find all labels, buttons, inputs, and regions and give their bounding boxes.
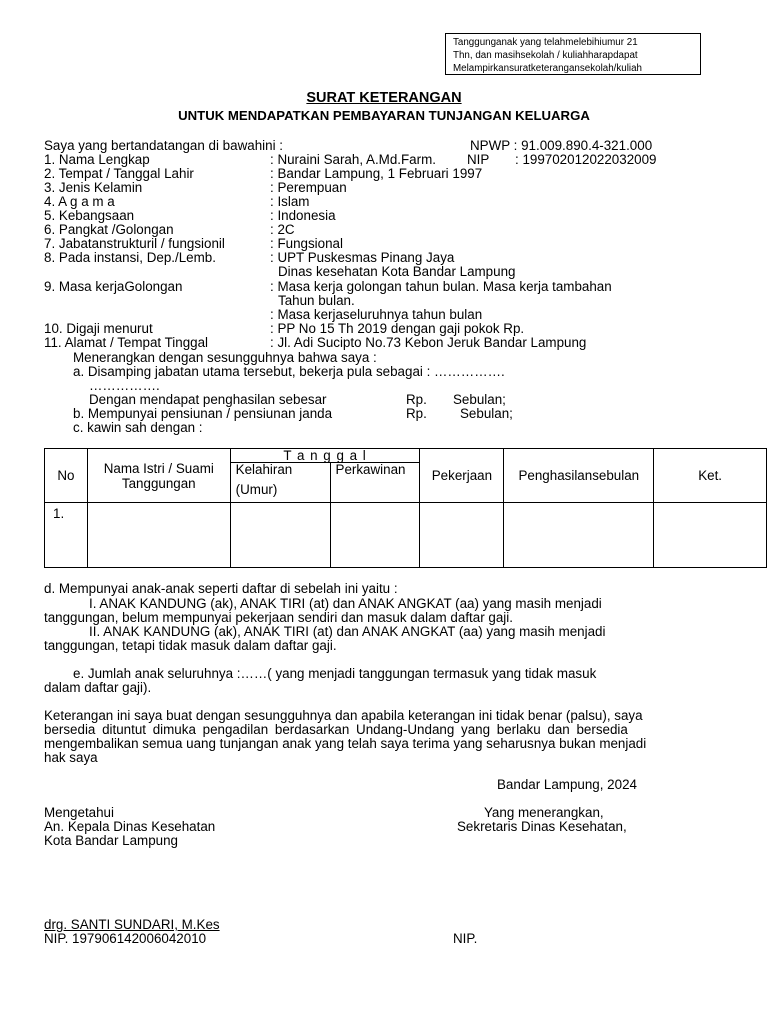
field-label-nama: 1. Nama Lengkap (44, 152, 150, 167)
field-label-ttl: 2. Tempat / Tanggal Lahir (44, 166, 194, 181)
intro-text: Saya yang bertandatangan di bawahini : (44, 138, 283, 153)
spouse-table (44, 448, 767, 568)
field-label-jenis-kelamin: 3. Jenis Kelamin (44, 180, 143, 195)
field-label-kebangsaan: 5. Kebangsaan (44, 208, 135, 223)
field-label-jabatan: 7. Jabatanstrukturil / fungsionil (44, 236, 225, 251)
field-value-masa-kerja-line3: : Masa kerjaseluruhnya tahun bulan (270, 307, 483, 322)
field-value-ttl: : Bandar Lampung, 1 Februari 1997 (270, 166, 483, 181)
header-perkawinan: Perkawinan (330, 463, 420, 503)
npwp-text: NPWP : 91.009.890.4-321.000 (470, 138, 653, 153)
left-signer-name: drg. SANTI SUNDARI, M.Kes (44, 917, 220, 932)
header-tanggal: T a n g g a l (230, 449, 420, 463)
field-value-nama: : Nuraini Sarah, A.Md.Farm. (270, 152, 436, 167)
field-value-masa-kerja-line2: Tahun bulan. (278, 293, 355, 308)
item-e-line1: e. Jumlah anak seluruhnya :……( yang menjadi tanggungan termasuk yang tidak masuk (73, 666, 597, 681)
left-signer-nip: NIP. 197906142006042010 (44, 931, 207, 946)
row1-nama (87, 503, 230, 568)
field-value-alamat: : Jl. Adi Sucipto No.73 Kebon Jeruk Bandar Lampung (270, 335, 587, 350)
item-b-sebulan: Sebulan; (460, 406, 513, 421)
row1-perkawinan (330, 503, 420, 568)
item-a-sebulan: Sebulan; (453, 392, 506, 407)
header-pekerjaan: Pekerjaan (420, 449, 504, 503)
note-box (445, 33, 701, 75)
right-sign-line1: Yang menerangkan, (484, 805, 604, 820)
document-title: SURAT KETERANGAN (306, 90, 462, 106)
header-nama-istri-line2: Tanggungan (121, 475, 196, 491)
field-label-nip: NIP (467, 152, 490, 167)
header-nama-istri (87, 449, 230, 503)
field-value-kebangsaan: : Indonesia (270, 208, 336, 223)
note-line: Thn, dan masihsekolah / kuliahharapdapat (453, 50, 638, 61)
header-penghasilan: Penghasilansebulan (504, 449, 654, 503)
item-b-rp: Rp. (406, 406, 427, 421)
header-kelahiran: Kelahiran (230, 463, 330, 477)
field-label-agama: 4. A g a m a (44, 194, 115, 209)
statement-line3: mengembalikan semua uang tunjangan anak yang telah saya terima yang seharusnya bukan menjadi (44, 736, 647, 751)
item-b-text: b. Mempunyai pensiunan / pensiunan janda (73, 406, 333, 421)
field-value-instansi-line2: Dinas kesehatan Kota Bandar Lampung (278, 264, 516, 279)
field-value-masa-kerja: : Masa kerja golongan tahun bulan. Masa kerja tambahan (270, 279, 612, 294)
field-label-pangkat: 6. Pangkat /Golongan (44, 222, 174, 237)
menerangkan-text: Menerangkan dengan sesungguhnya bahwa saya : (73, 350, 377, 365)
row1-ket (654, 503, 767, 568)
item-d2-line2: tanggungan, tetapi tidak masuk dalam daftar gaji. (44, 638, 337, 653)
place-date: Bandar Lampung, 2024 (497, 777, 637, 792)
item-a-line2: ……………. (89, 378, 160, 393)
item-c-text: c. kawin sah dengan : (73, 420, 203, 435)
item-d1-line1: I. ANAK KANDUNG (ak), ANAK TIRI (at) dan ANAK ANGKAT (aa) yang masih menjadi (89, 596, 602, 611)
item-a-line3: Dengan mendapat penghasilan sebesar (89, 392, 327, 407)
field-value-nip: : 199702012022032009 (515, 152, 657, 167)
header-umur: (Umur) (230, 477, 330, 503)
item-d2-line1: II. ANAK KANDUNG (ak), ANAK TIRI (at) dan ANAK ANGKAT (aa) yang masih menjadi (89, 624, 606, 639)
field-value-jabatan: : Fungsional (270, 236, 343, 251)
field-value-pangkat: : 2C (270, 222, 295, 237)
header-no: No (45, 449, 88, 503)
field-value-jenis-kelamin: : Perempuan (270, 180, 347, 195)
left-sign-line3: Kota Bandar Lampung (44, 833, 179, 848)
statement-line2: bersedia dituntut dimuka pengadilan berdasarkan Undang-Undang yang berlaku dan bersedia (44, 722, 628, 737)
field-value-agama: : Islam (270, 194, 310, 209)
right-sign-line2: Sekretaris Dinas Kesehatan, (457, 819, 627, 834)
left-sign-line1: Mengetahui (44, 805, 114, 820)
statement-line1: Keterangan ini saya buat dengan sesungguhnya dan apabila keterangan ini tidak benar (palsu), saya (44, 708, 643, 723)
statement-line4: hak saya (44, 750, 98, 765)
item-a-rp: Rp. (406, 392, 427, 407)
field-label-instansi: 8. Pada instansi, Dep./Lemb. (44, 250, 216, 265)
right-signer-nip: NIP. (453, 931, 478, 946)
row1-no: 1. (45, 503, 88, 568)
item-e-line2: dalam daftar gaji). (44, 680, 152, 695)
note-line: Melampirkansuratketerangansekolah/kuliah (453, 63, 642, 74)
item-a-line1: a. Disamping jabatan utama tersebut, bekerja pula sebagai : ……………. (73, 364, 505, 379)
field-label-alamat: 11. Alamat / Tempat Tinggal (44, 335, 209, 350)
item-d1-line2: tanggungan, belum mempunyai pekerjaan sendiri dan masuk dalam daftar gaji. (44, 610, 513, 625)
field-value-instansi: : UPT Puskesmas Pinang Jaya (270, 250, 455, 265)
header-nama-istri-line1: Nama Istri / Suami (103, 460, 214, 476)
left-sign-line2: An. Kepala Dinas Kesehatan (44, 819, 216, 834)
item-d-text: d. Mempunyai anak-anak seperti daftar di sebelah ini yaitu : (44, 581, 398, 596)
document-subtitle: UNTUK MENDAPATKAN PEMBAYARAN TUNJANGAN KELUARGA (178, 108, 590, 123)
field-label-masa-kerja: 9. Masa kerjaGolongan (44, 279, 183, 294)
header-ket: Ket. (654, 449, 767, 503)
field-label-digaji: 10. Digaji menurut (44, 321, 153, 336)
note-line: Tanggunganak yang telahmelebihiumur 21 (453, 37, 638, 48)
field-value-digaji: : PP No 15 Th 2019 dengan gaji pokok Rp. (270, 321, 525, 336)
row1-penghasilan (504, 503, 654, 568)
row1-kelahiran (230, 503, 330, 568)
row1-pekerjaan (420, 503, 504, 568)
